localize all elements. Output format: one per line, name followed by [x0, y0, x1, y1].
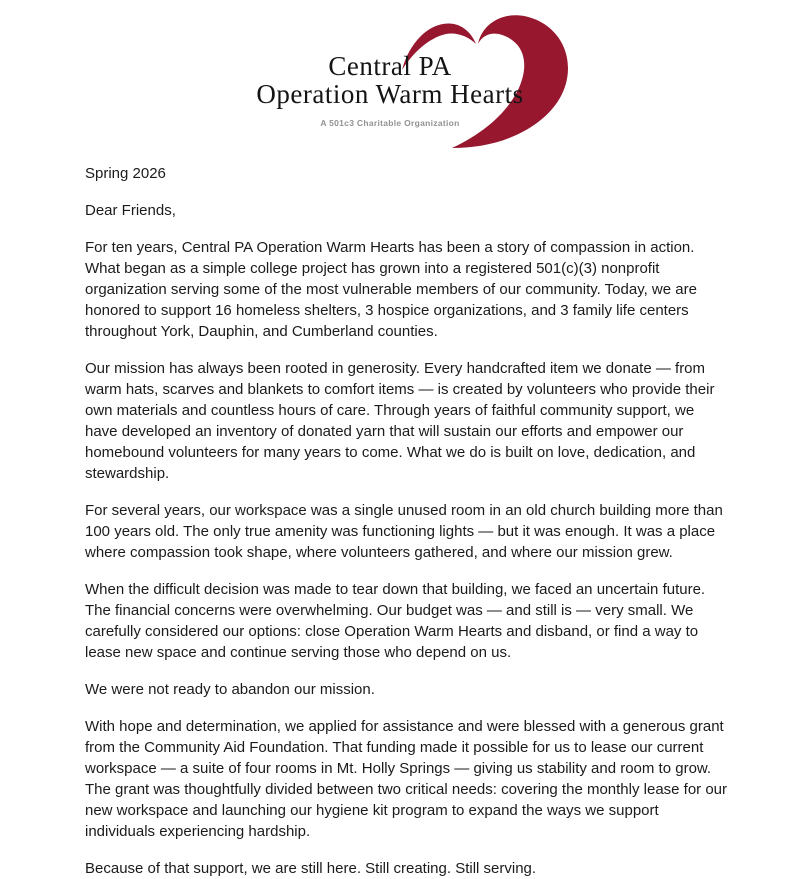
letterhead [0, 0, 799, 150]
org-tagline: A 501c3 Charitable Organization [320, 118, 460, 128]
letter-paragraph: With hope and determination, we applied for assistance and were blessed with a generous grant from the Community Aid Foundation. That funding made it possible for us to lease our current workspace — a suite of four rooms in Mt. Holly Springs — giving us stability and room to grow. The grant was thoughtfully divided between two critical needs: covering the monthly lease for our new workspace and launching our hygiene kit program to expand the ways we support individuals experiencing hardship. [85, 718, 728, 840]
org-name-line1: Central PA [328, 51, 452, 81]
letter-date: Spring 2026 [85, 165, 166, 182]
letter-paragraph: Because of that support, we are still here. Still creating. Still serving. [85, 860, 537, 877]
letter-paragraph: We were not ready to abandon our mission. [85, 681, 375, 698]
letter-salutation: Dear Friends, [85, 202, 176, 219]
org-name-line2: Operation Warm Hearts [256, 79, 524, 109]
org-logo [228, 52, 552, 128]
letter-body [85, 163, 730, 879]
letter-paragraph: For ten years, Central PA Operation Warm Hearts has been a story of compassion in action. What began as a simple college project has grown into a registered 501(c)(3) nonprofit organization serving some of the most vulnerable members of our community. Today, we are honored to support 16 homeless shelters, 3 hospice organizations, and 3 family life centers throughout York, Dauphin, and Cumberland counties. [85, 239, 697, 340]
letter-paragraph: Our mission has always been rooted in generosity. Every handcrafted item we donate — from warm hats, scarves and blankets to comfort items — is created by volunteers who provide their own materials and countless hours of care. Through years of faithful community support, we have developed an inventory of donated yarn that will sustain our efforts and empower our homebound volunteers for many years to come. What we do is built on love, dedication, and stewardship. [85, 360, 715, 482]
letter-paragraph: When the difficult decision was made to tear down that building, we faced an uncertain future. The financial concerns were overwhelming. Our budget was — and still is — very small. We carefully considered our options: close Operation Warm Hearts and disband, or find a way to lease new space and continue serving those who depend on us. [85, 581, 706, 661]
letter-paragraph: For several years, our workspace was a single unused room in an old church building more than 100 years old. The only true amenity was functioning lights — but it was enough. It was a place where compassion took shape, where volunteers gathered, and where our mission grew. [85, 502, 723, 561]
